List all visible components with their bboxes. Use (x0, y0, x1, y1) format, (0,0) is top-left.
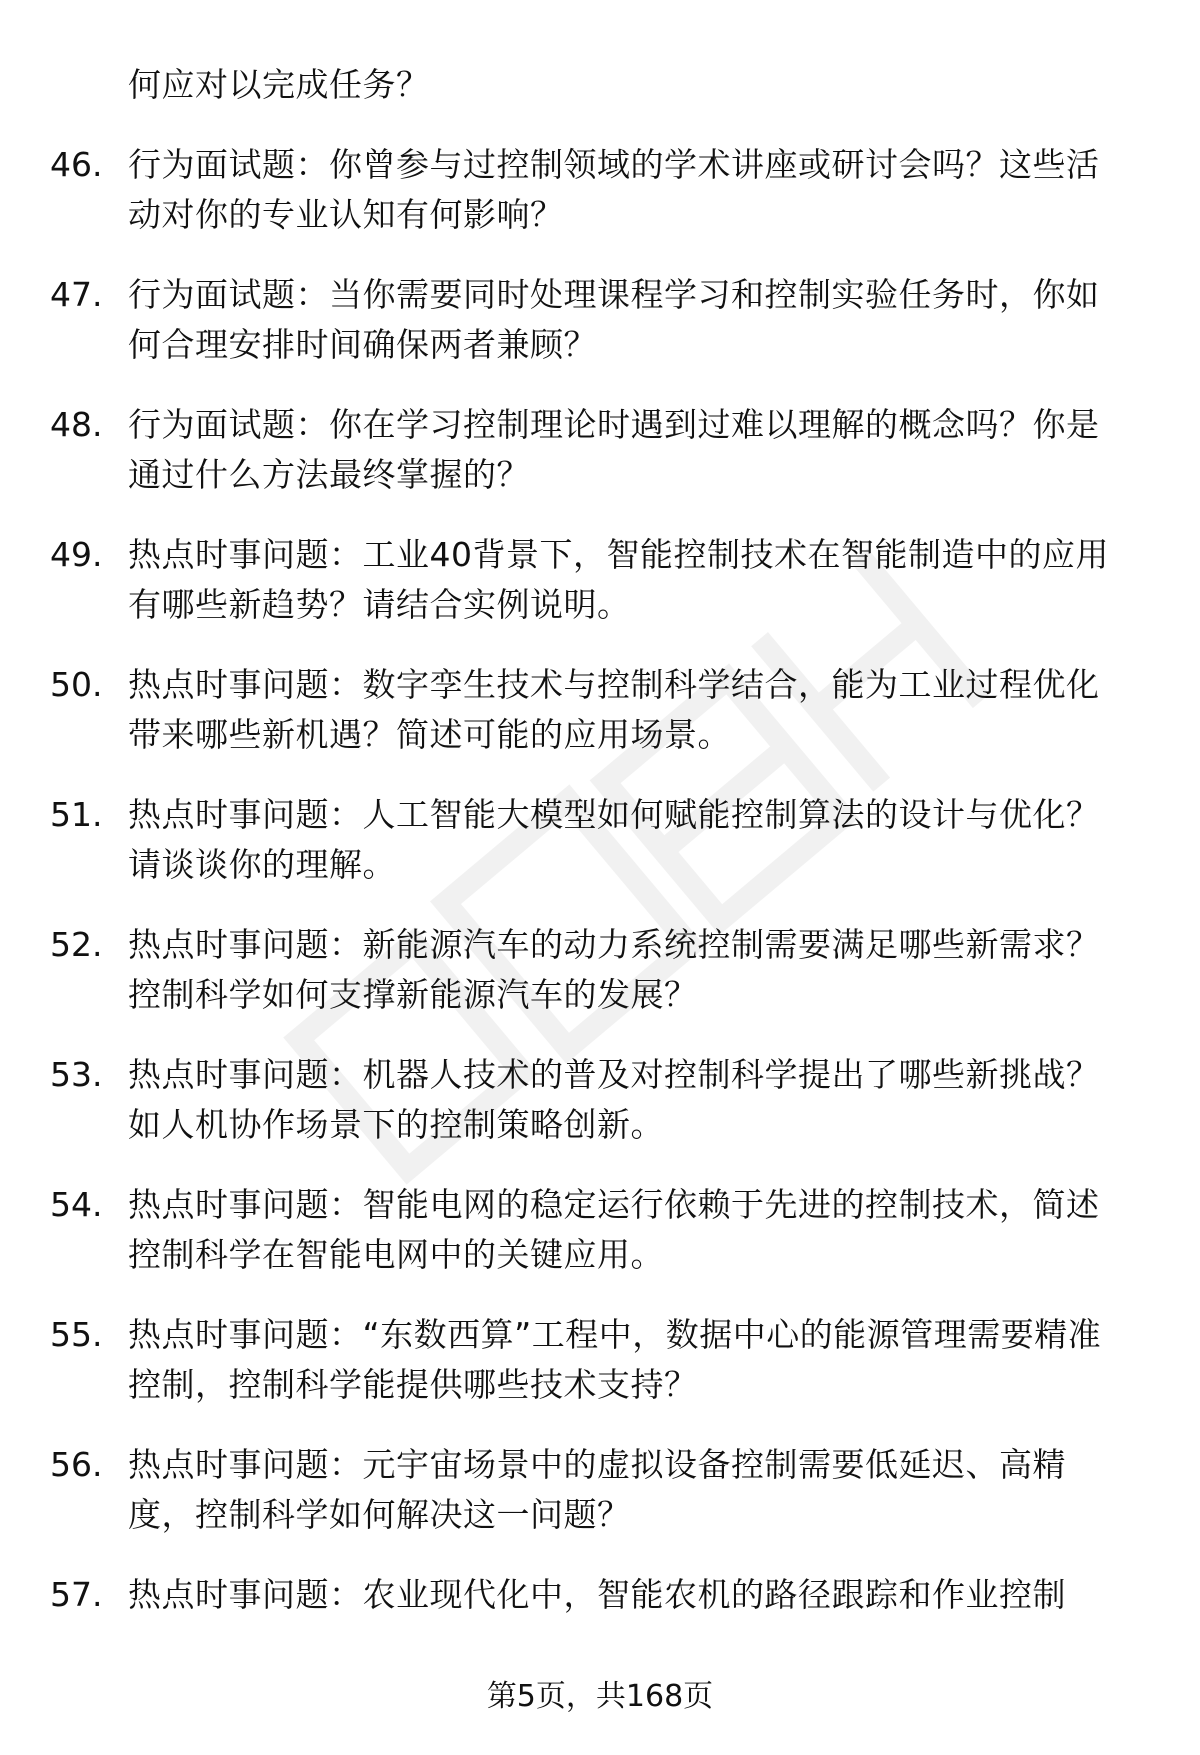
list-item (50, 790, 1150, 890)
question-number: 50. (50, 665, 103, 704)
question-text: 热点时事问题：元宇宙场景中的虚拟设备控制需要低延迟、高精度，控制科学如何解决这一问题？ (128, 1445, 1066, 1534)
question-text: 热点时事问题：人工智能大模型如何赋能控制算法的设计与优化？请谈谈你的理解。 (128, 795, 1100, 884)
list-item (50, 530, 1150, 630)
question-number: 57. (50, 1575, 103, 1614)
question-number: 52. (50, 925, 103, 964)
question-number: 47. (50, 275, 103, 314)
list-item (50, 1050, 1150, 1150)
question-number: 54. (50, 1185, 103, 1224)
question-list (50, 60, 1150, 1620)
question-text: 行为面试题：你在学习控制理论时遇到过难以理解的概念吗？你是通过什么方法最终掌握的？ (128, 405, 1100, 494)
question-text: 热点时事问题：“东数西算”工程中，数据中心的能源管理需要精准控制，控制科学能提供哪些技术支持？ (128, 1315, 1102, 1404)
question-text: 热点时事问题：数字孪生技术与控制科学结合，能为工业过程优化带来哪些新机遇？简述可能的应用场景。 (128, 665, 1100, 754)
page-number-footer: 第5页，共168页 (486, 1679, 714, 1714)
question-number: 56. (50, 1445, 103, 1484)
list-item (50, 140, 1150, 240)
list-item (50, 1440, 1150, 1540)
question-text: 热点时事问题：智能电网的稳定运行依赖于先进的控制技术，简述控制科学在智能电网中的关键应用。 (128, 1185, 1100, 1274)
list-item (50, 1310, 1150, 1410)
question-text: 热点时事问题：机器人技术的普及对控制科学提出了哪些新挑战？如人机协作场景下的控制策略创新。 (128, 1055, 1100, 1144)
list-item (50, 270, 1150, 370)
question-number: 48. (50, 405, 103, 444)
question-number: 51. (50, 795, 103, 834)
list-item (50, 920, 1150, 1020)
list-item (50, 1180, 1150, 1280)
question-text: 热点时事问题：农业现代化中，智能农机的路径跟踪和作业控制 (128, 1575, 1066, 1614)
question-text: 行为面试题：当你需要同时处理课程学习和控制实验任务时，你如何合理安排时间确保两者兼顾？ (128, 275, 1100, 364)
list-item (50, 660, 1150, 760)
continuation-text: 何应对以完成任务？ (128, 65, 430, 104)
question-number: 49. (50, 535, 103, 574)
question-number: 55. (50, 1315, 103, 1354)
list-item (50, 1570, 1150, 1620)
question-text: 行为面试题：你曾参与过控制领域的学术讲座或研讨会吗？这些活动对你的专业认知有何影响？ (128, 145, 1100, 234)
list-item (50, 400, 1150, 500)
question-number: 53. (50, 1055, 103, 1094)
question-text: 热点时事问题：工业40背景下，智能控制技术在智能制造中的应用有哪些新趋势？请结合实例说明。 (128, 535, 1109, 624)
question-number: 46. (50, 145, 103, 184)
question-text: 热点时事问题：新能源汽车的动力系统控制需要满足哪些新需求？控制科学如何支撑新能源汽车的发展？ (128, 925, 1100, 1014)
